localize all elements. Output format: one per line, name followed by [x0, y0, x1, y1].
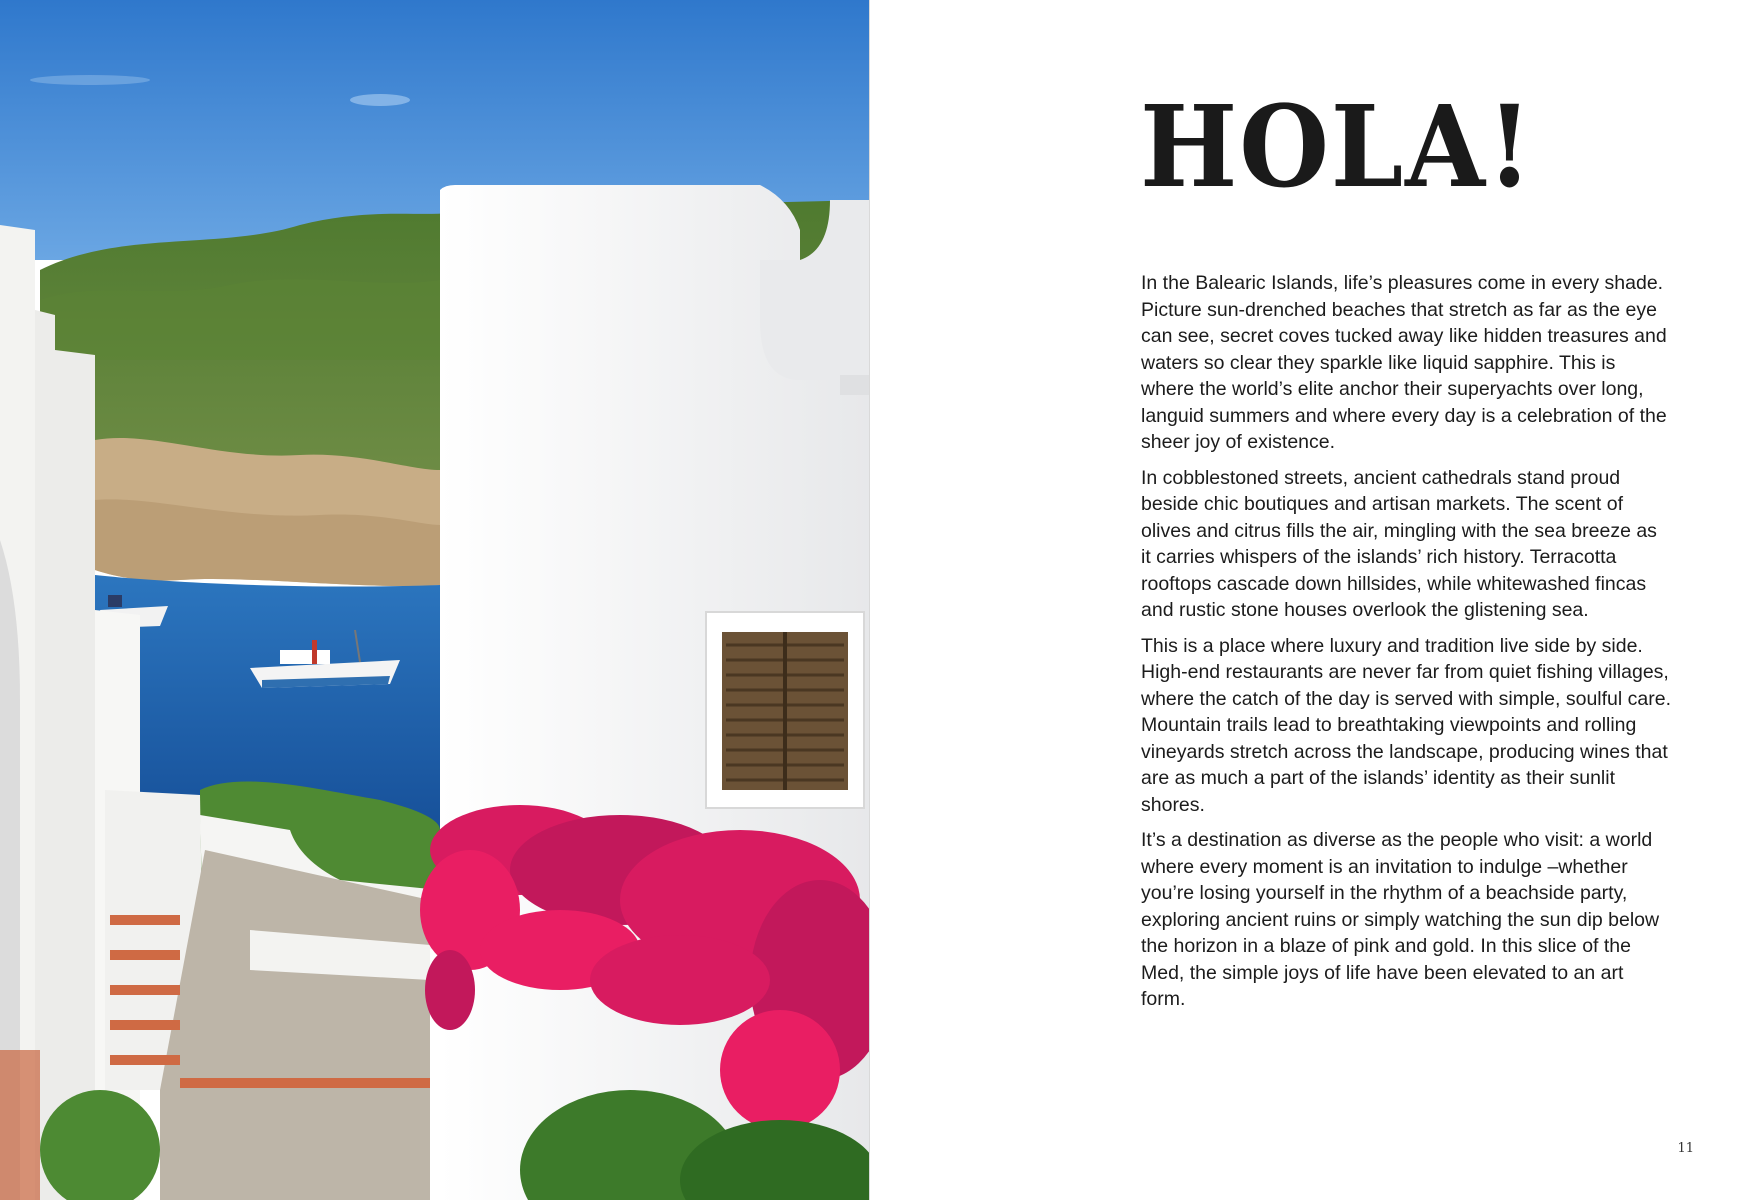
- left-tower: [35, 310, 95, 1200]
- headline: HOLA!: [1140, 82, 1534, 213]
- roof-step: [840, 375, 869, 395]
- paragraph: In cobblestoned streets, ancient cathedrals stand proud beside chic boutiques and artisan markets. The scent of olives and citrus fills the air, mingling with the sea breeze as it carries whispers of the islands’ rich history. Terracotta rooftops cascade down hillsides, while whitewashed fincas and rustic stone houses overlook the glistening sea.: [1141, 466, 1657, 621]
- cloud: [350, 94, 410, 106]
- page-number: 11: [1677, 1141, 1694, 1156]
- gravel-path: [160, 850, 430, 1200]
- shrubs: [40, 279, 440, 360]
- paragraph: It’s a destination as diverse as the people who visit: a world where every moment is an invitation to indulge –whether you’re losing yourself in the rhythm of a beachside party, exploring ancient ruins or simply watching the sun dip below the horizon in a blaze of pink and gold. In this slice of the Med, the simple joys of life have been elevated to an art form.: [1141, 829, 1660, 1010]
- text-page: [870, 0, 1740, 1200]
- body-copy: [1141, 270, 1671, 1022]
- cloud: [30, 75, 150, 85]
- window: [706, 612, 864, 808]
- paragraph: In the Balearic Islands, life’s pleasures come in every shade. Picture sun-drenched beaches that stretch as far as the eye can see, secret coves tucked away like hidden treasures and waters so clear they sparkle like liquid sapphire. This is where the world’s elite anchor their superyachts over long, languid summers and where every day is a celebration of the sheer joy of existence.: [1141, 272, 1667, 453]
- paragraph: This is a place where luxury and tradition live side by side. High-end restaurants are never far from quiet fishing villages, where the catch of the day is served with simple, soulful care. Mountain trails lead to breathtaking viewpoints and rolling vineyards stretch across the landscape, producing wines that are as much a part of the islands’ identity as their sunlit shores.: [1141, 634, 1672, 816]
- photo-illustration: [0, 0, 869, 1200]
